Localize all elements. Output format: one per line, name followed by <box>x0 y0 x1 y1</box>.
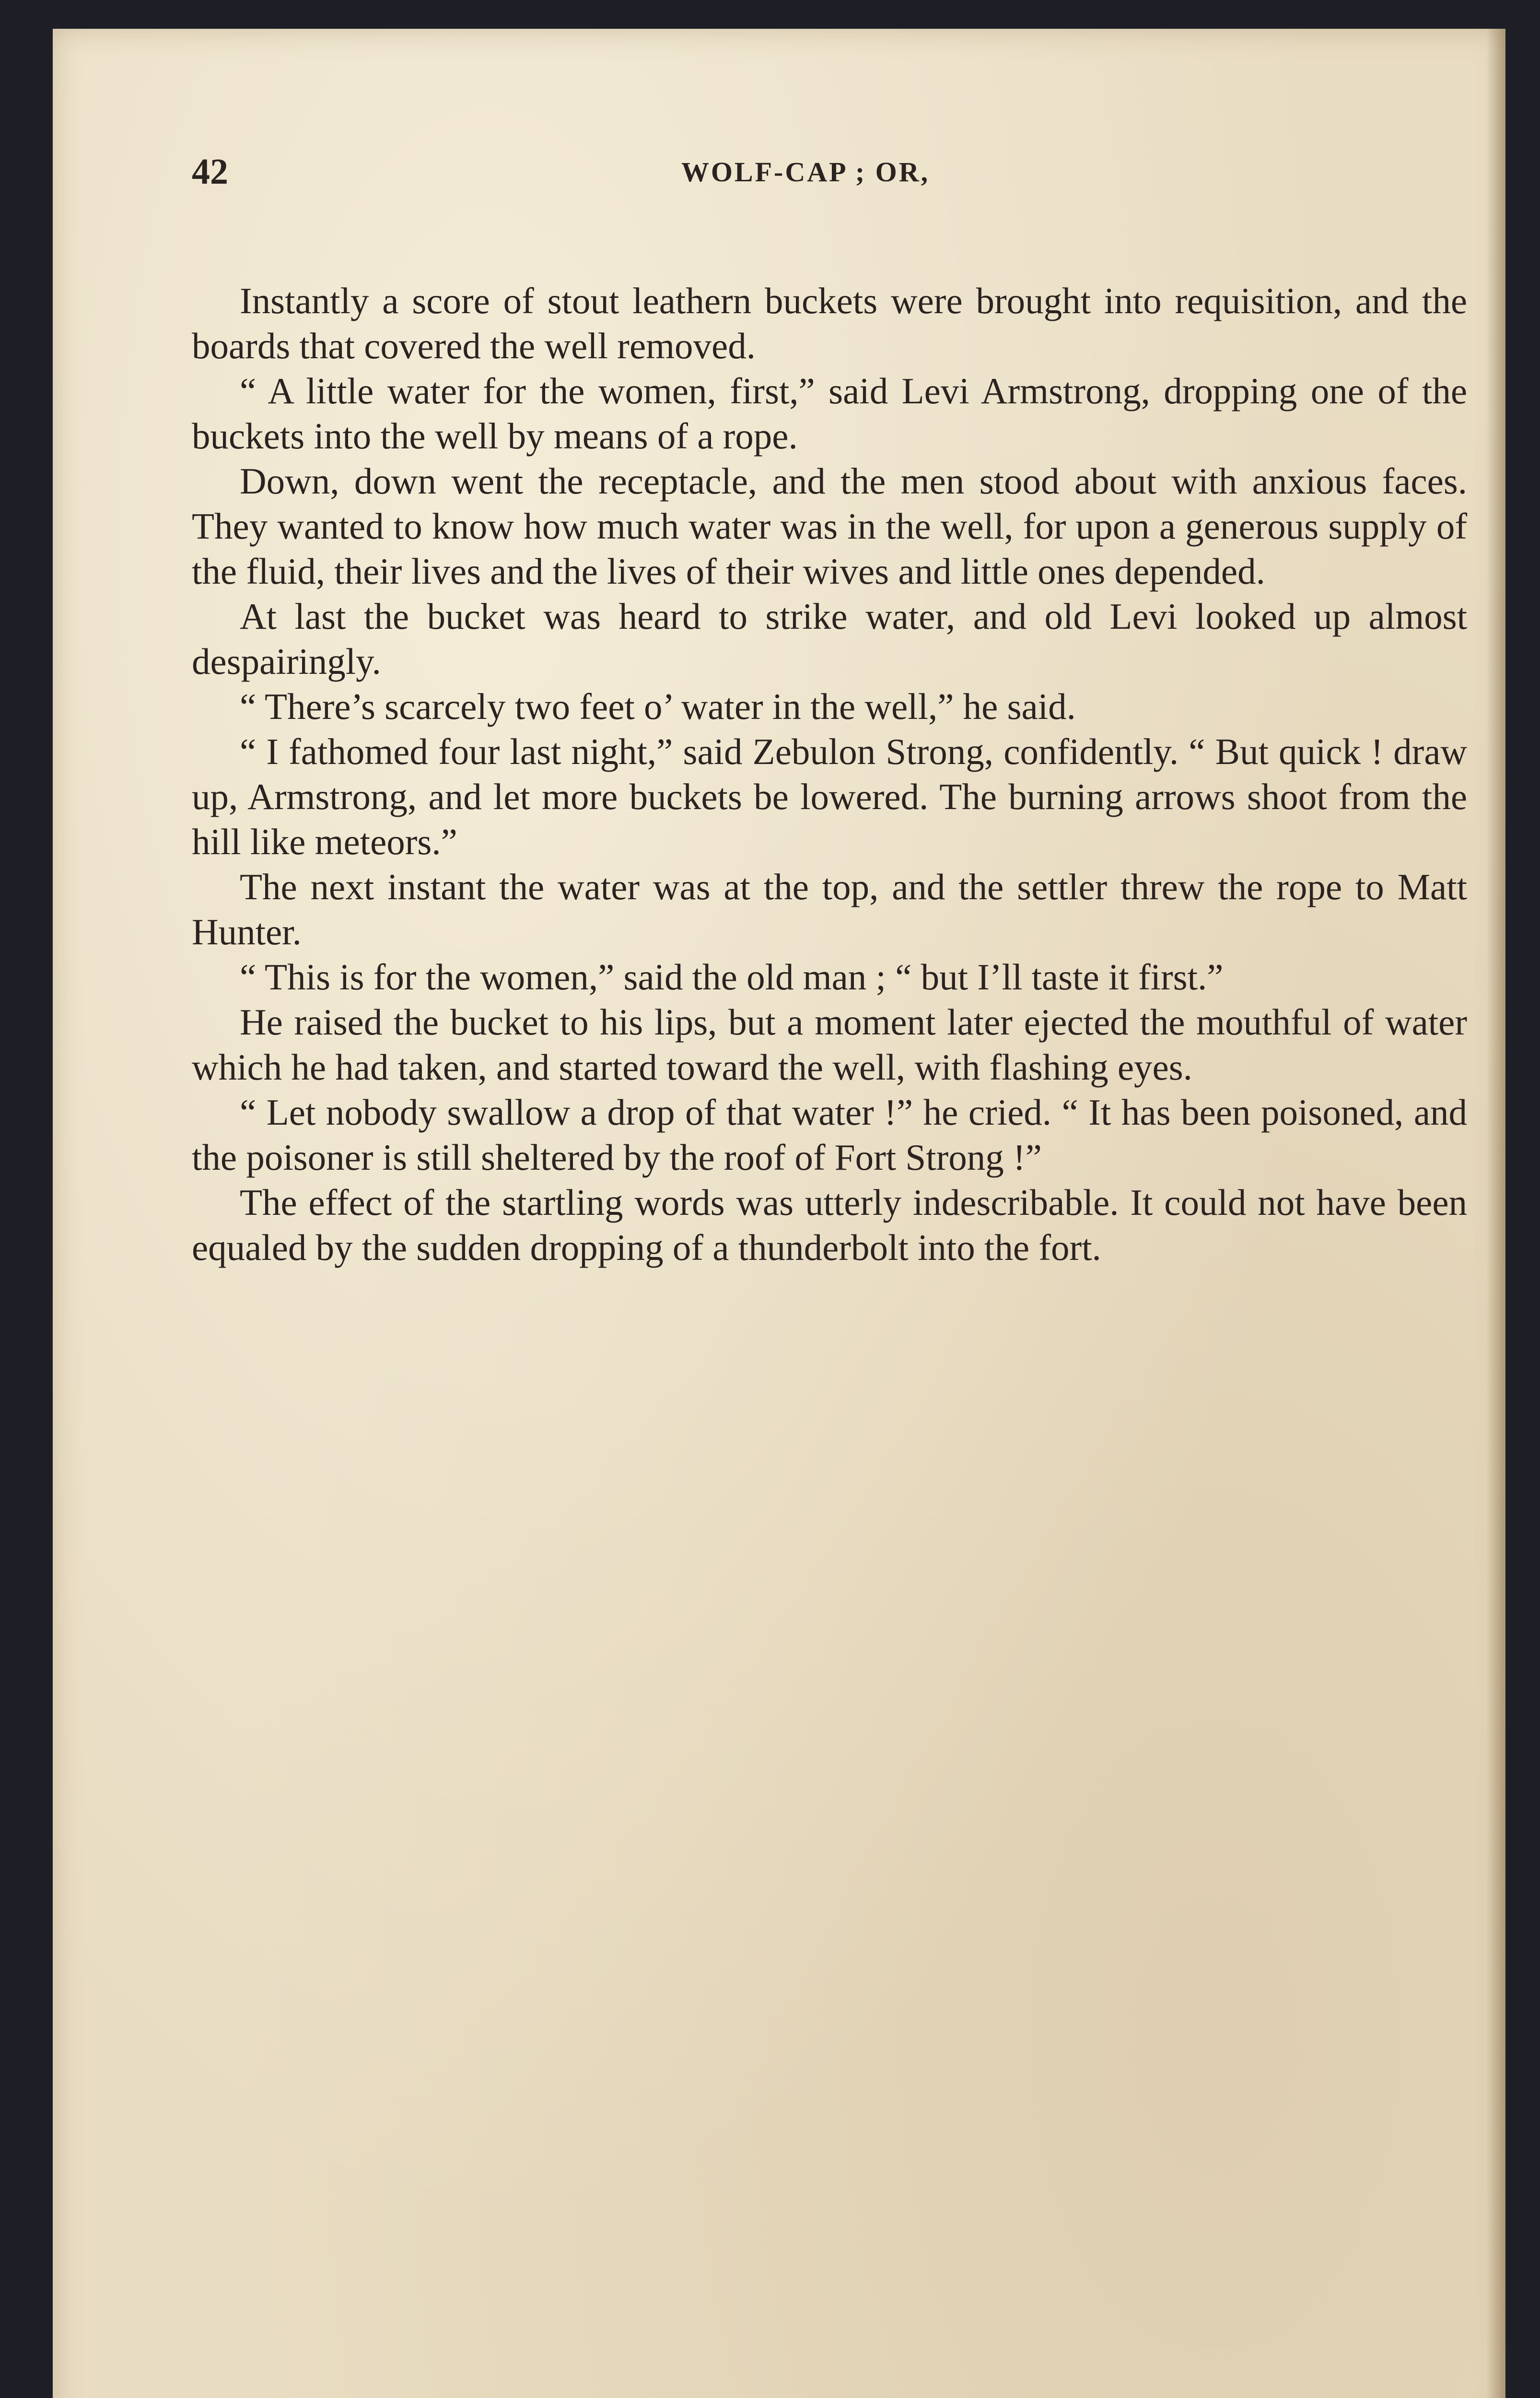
paragraph: He raised the bucket to his lips, but a moment later ejected the mouthful of water which he had taken, and started toward the well, with flashing eyes. <box>192 1001 1467 1088</box>
paragraph: At last the bucket was heard to strike water, and old Levi looked up almost despairingly. <box>192 596 1467 682</box>
paragraph: Instantly a score of stout leathern buckets were brought into requisition, and the boards that covered the well removed. <box>192 280 1467 366</box>
page-number: 42 <box>192 152 228 192</box>
paragraph: “ This is for the women,” said the old man ; “ but I’ll taste it first.” <box>240 956 1224 998</box>
body-text <box>192 278 1467 1270</box>
running-head: WOLF-CAP ; OR, <box>681 156 930 188</box>
paragraph: Down, down went the receptacle, and the men stood about with anxious faces. They wanted to know how much water was in the well, for upon a generous supply of the fluid, their lives and the lives of their wives and little ones depended. <box>192 460 1467 592</box>
paragraph: “ There’s scarcely two feet o’ water in the well,” he said. <box>240 686 1076 727</box>
paragraph: “ I fathomed four last night,” said Zebulon Strong, confidently. “ But quick ! draw up, Armstrong, and let more buckets be lowered. The burning arrows shoot from the hill like meteors.” <box>192 731 1467 862</box>
spine-shadow <box>1486 29 1505 2398</box>
paragraph: The effect of the startling words was utterly indescribable. It could not have been equaled by the sudden dropping of a thunderbolt into the fort. <box>192 1182 1467 1268</box>
paragraph: The next instant the water was at the top, and the settler threw the rope to Matt Hunter. <box>192 866 1467 952</box>
paragraph: “ Let nobody swallow a drop of that water !” he cried. “ It has been poisoned, and the poisoner is still sheltered by the roof of Fort Strong !” <box>192 1092 1467 1178</box>
paragraph: “ A little water for the women, first,” said Levi Armstrong, dropping one of the buckets into the well by means of a rope. <box>192 370 1467 457</box>
